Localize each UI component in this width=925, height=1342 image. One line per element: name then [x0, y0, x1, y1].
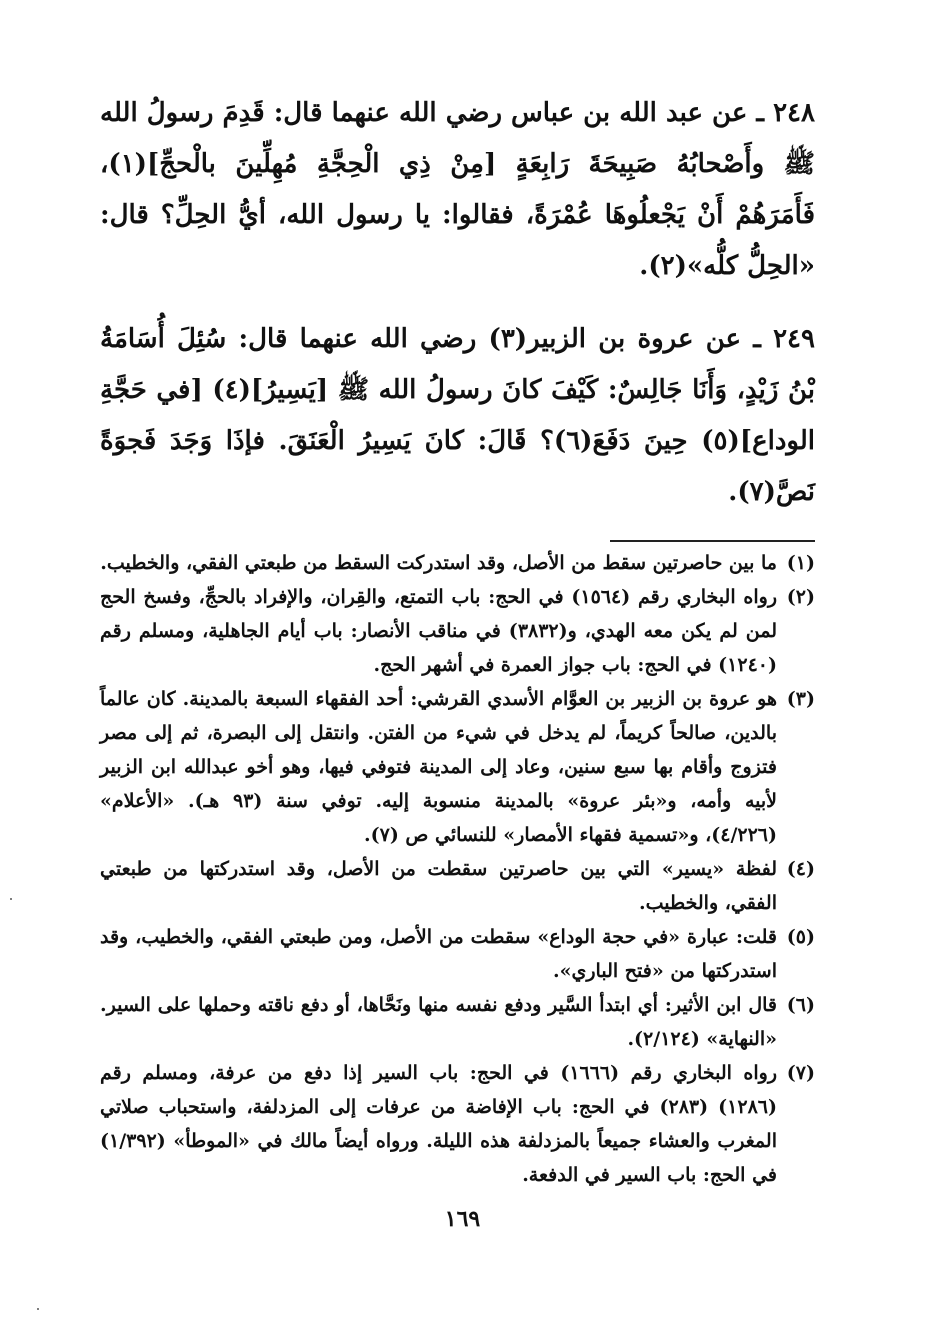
scan-speck	[37, 1308, 39, 1310]
footnote-text: رواه البخاري رقم (١٦٦٦) في الحج: باب السير إذا دفع من عرفة، ومسلم رقم (١٢٨٦) (٢٨٣) في الحج: باب الإفاضة من عرفات إلى المزدلفة، واستحباب صلاتي المغرب والعشاء جميعاً بالمزدلفة هذه الليلة. ورواه أيضاً مالك في «الموطأ» (١/٣٩٢) في الحج: باب السير في الدفعة.	[100, 1062, 777, 1186]
footnote-item	[100, 920, 815, 988]
footnote-item	[100, 1056, 815, 1192]
footnote-number: (٤)	[786, 858, 815, 880]
footnote-item	[100, 682, 815, 852]
footnote-number: (٥)	[786, 926, 815, 948]
scan-speck	[10, 898, 12, 900]
footnote-divider	[610, 540, 815, 542]
hadith-248	[100, 88, 815, 292]
hadith-number: ٢٤٨ ـ	[756, 98, 815, 128]
hadith-text: عن عروة بن الزبير(٣) رضي الله عنهما قال: سُئِلَ أُسَامَةُ بْنُ زَيْدٍ، وَأَنَا جَالِسٌ: كَيْفَ كانَ رسولُ الله ﷺ [يَسِيرُ](٤) [في حَجَّةِ الوداع](٥) حِينَ دَفَعَ(٦)؟ قَالَ: كانَ يَسِيرُ الْعَنَقَ. فإذَا وَجَدَ فَجوَةً نَصَّ(٧).	[100, 324, 816, 507]
footnote-item	[100, 580, 815, 682]
hadith-number: ٢٤٩ ـ	[753, 324, 815, 354]
footnote-text: ما بين حاصرتين سقط من الأصل، وقد استدركت السقط من طبعتي الفقي، والخطيب.	[100, 552, 777, 574]
footnote-item	[100, 546, 815, 580]
footnote-text: رواه البخاري رقم (١٥٦٤) في الحج: باب التمتع، والقِران، والإفراد بالحجِّ، وفسخ الحج لمن لم يكن معه الهدي، و(٣٨٣٢) في مناقب الأنصار: باب أيام الجاهلية، ومسلم رقم (١٢٤٠) في الحج: باب جواز العمرة في أشهر الحج.	[100, 586, 777, 676]
footnote-text: لفظة «يسير» التي بين حاصرتين سقطت من الأصل، وقد استدركتها من طبعتي الفقي، والخطيب.	[100, 858, 777, 914]
footnote-item	[100, 852, 815, 920]
hadith-text: عن عبد الله بن عباس رضي الله عنهما قال: قَدِمَ رسولُ الله ﷺ وأَصْحابُهُ صَبِيحَةَ رَابِعَةٍ [مِنْ ذِي الْحِجَّةِ مُهِلِّينَ بالْحجِّ](١)، فَأَمَرَهُمْ أَنْ يَجْعلُوهَا عُمْرَةً، فقالوا: يا رسول الله، أيُّ الحِلِّ؟ قال: «الحِلُّ كلُّه»(٢).	[100, 98, 815, 281]
footnote-item	[100, 988, 815, 1056]
footnote-number: (٣)	[786, 688, 815, 710]
hadith-249	[100, 314, 815, 518]
page-content	[100, 88, 815, 1192]
footnote-number: (١)	[786, 552, 815, 574]
footnotes-list	[100, 546, 815, 1192]
footnote-number: (٧)	[786, 1062, 815, 1084]
footnote-text: قلت: عبارة «في حجة الوداع» سقطت من الأصل، ومن طبعتي الفقي، والخطيب، وقد استدركتها من «فتح الباري».	[100, 926, 777, 982]
footnote-number: (٢)	[786, 586, 815, 608]
footnote-text: هو عروة بن الزبير بن العوَّام الأسدي القرشي: أحد الفقهاء السبعة بالمدينة. كان عالماً بالدين، صالحاً كريماً، لم يدخل في شيء من الفتن. وانتقل إلى البصرة، ثم إلى مصر فتزوج وأقام بها سبع سنين، وعاد إلى المدينة فتوفي فيها، وهو أخو عبدالله ابن الزبير لأبيه وأمه، و«بئر عروة» بالمدينة منسوبة إليه. توفي سنة (٩٣ هـ). «الأعلام» (٤/٢٢٦)، و«تسمية فقهاء الأمصار» للنسائي ص (٧).	[100, 688, 777, 846]
footnote-text: قال ابن الأثير: أي ابتدأ السَّير ودفع نفسه منها ونَحَّاها، أو دفع ناقته وحملها على السير. «النهاية» (٢/١٢٤).	[100, 994, 777, 1050]
page-number: ١٦٩	[444, 1206, 481, 1232]
footnote-number: (٦)	[786, 994, 815, 1016]
